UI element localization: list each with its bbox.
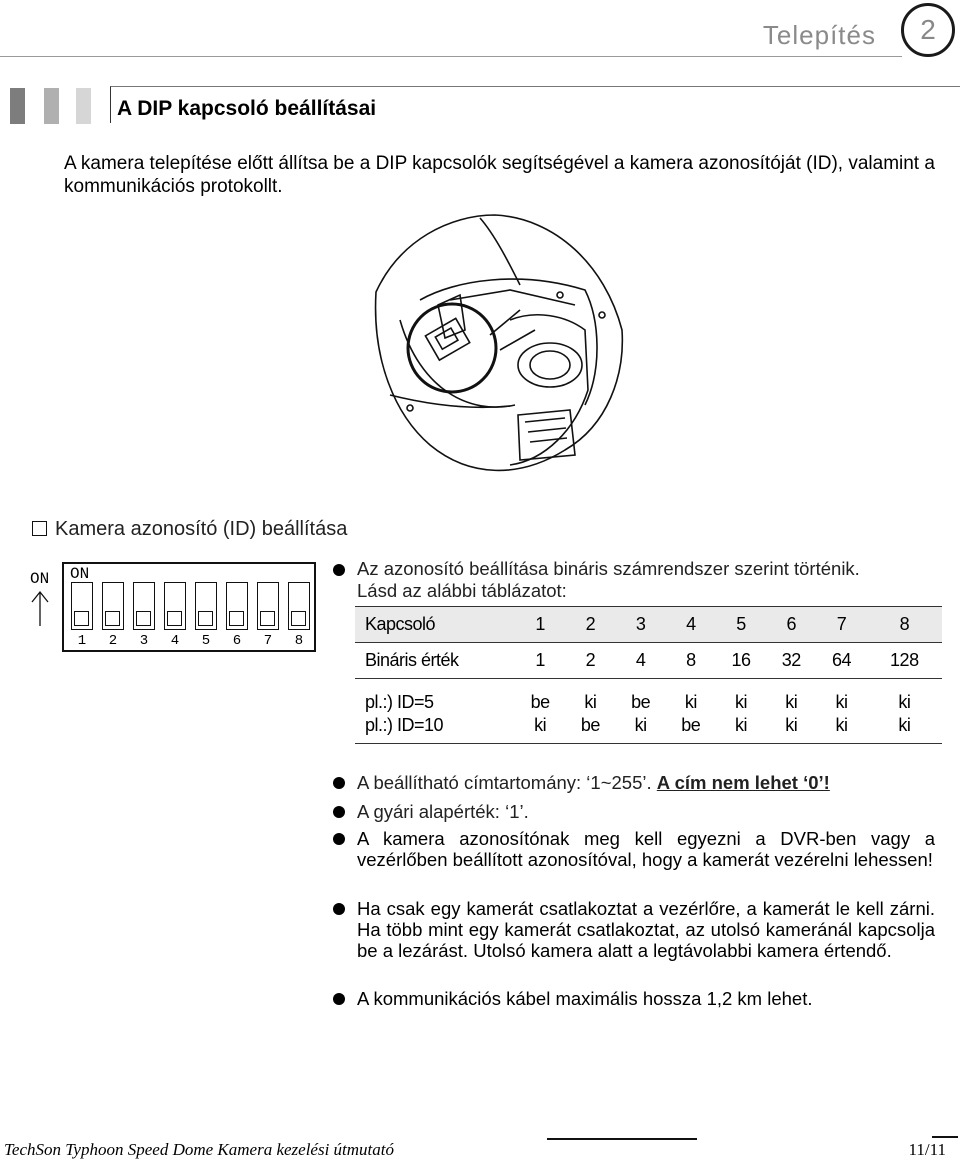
dip-number: 7 [263, 633, 273, 649]
bullet-dot [333, 806, 345, 818]
dip-knob [291, 611, 306, 626]
bullet-dot [333, 777, 345, 789]
dip-knob [198, 611, 213, 626]
subsection-heading [32, 518, 347, 541]
dip-knob [260, 611, 275, 626]
dip-switch-1[interactable] [71, 582, 93, 630]
arrow-up-icon [28, 588, 52, 628]
bullet-dot [333, 903, 345, 915]
table-cell: Bináris érték [355, 643, 515, 679]
dip-number: 8 [294, 633, 304, 649]
dip-number: 2 [108, 633, 118, 649]
intro-paragraph: A kamera telepítése előtt állítsa be a DIP kapcsolók segítségével a kamera azonosítóját (ID), valamint a kommunikációs protokollt. [64, 153, 935, 197]
dip-knob [136, 611, 151, 626]
table-cell: ki [898, 692, 911, 712]
bullet-binary-line2: Lásd az alábbi táblázatot: [357, 580, 567, 601]
table-cell: 6 [766, 607, 816, 643]
footer-manual-title: TechSon Typhoon Speed Dome Kamera kezelési útmutató [4, 1140, 394, 1159]
table-cell: ki [584, 692, 597, 712]
table-cell: 32 [766, 643, 816, 679]
table-row [355, 643, 942, 679]
dip-switch-5[interactable] [195, 582, 217, 630]
table-cell: be [666, 713, 716, 744]
checkbox-icon [32, 521, 47, 536]
table-cell: ki [835, 692, 848, 712]
section-title: A DIP kapcsoló beállításai [117, 97, 377, 120]
table-cell: ki [716, 713, 766, 744]
section-heading [110, 86, 960, 123]
heading-marker-square [10, 88, 25, 124]
dip-knob [105, 611, 120, 626]
table-cell: 16 [716, 643, 766, 679]
dip-id-table [355, 606, 942, 744]
dip-number: 6 [232, 633, 242, 649]
table-row [355, 679, 942, 714]
table-cell: be [565, 713, 615, 744]
table-cell: 2 [565, 643, 615, 679]
table-cell: 8 [666, 643, 716, 679]
footer-rule [932, 1136, 958, 1138]
bullet-cable: A kommunikációs kábel maximális hossza 1,2 km lehet. [357, 988, 813, 1009]
heading-marker-square [76, 88, 91, 124]
table-row [355, 713, 942, 744]
range-text: A beállítható címtartomány: ‘1~255’. [357, 772, 657, 793]
table-cell: ki [785, 692, 798, 712]
heading-marker-square [44, 88, 59, 124]
table-cell: 64 [816, 643, 866, 679]
dip-switch-2[interactable] [102, 582, 124, 630]
bullet-range [357, 772, 935, 793]
bullet-default: A gyári alapérték: ‘1’. [357, 801, 529, 822]
table-cell: 1 [515, 643, 565, 679]
dip-on-label: ON [30, 570, 50, 588]
bullet-termination: Ha csak egy kamerát csatlakoztat a vezérlőre, a kamerát le kell zárni. Ha több mint egy kamerát csatlakoztat, az utolsó kameránál kapcsolja be a lezárást. Utolsó kamera alatt a legtávolabbi kamera értendő. [357, 898, 935, 961]
chapter-number-badge: 2 [901, 3, 955, 57]
table-cell: pl.:) ID=5 [365, 692, 434, 712]
dip-knob [229, 611, 244, 626]
table-cell: ki [867, 713, 942, 744]
table-cell: pl.:) ID=10 [355, 713, 515, 744]
dip-knob [167, 611, 182, 626]
table-cell: 8 [867, 607, 942, 643]
table-cell: ki [766, 713, 816, 744]
dip-number: 4 [170, 633, 180, 649]
table-cell: be [631, 692, 651, 712]
dip-switch-7[interactable] [257, 582, 279, 630]
table-cell: 1 [515, 607, 565, 643]
dip-switch-3[interactable] [133, 582, 155, 630]
table-cell: Kapcsoló [355, 607, 515, 643]
dip-switch-8[interactable] [288, 582, 310, 630]
table-cell: ki [515, 713, 565, 744]
table-cell: be [530, 692, 550, 712]
table-cell: 2 [565, 607, 615, 643]
bullet-dot [333, 564, 345, 576]
dip-knob [74, 611, 89, 626]
table-cell: 4 [615, 643, 665, 679]
dip-switch-6[interactable] [226, 582, 248, 630]
table-cell: ki [735, 692, 748, 712]
bullet-binary-line1: Az azonosító beállítása bináris számrendszer szerint történik. [357, 558, 860, 579]
footer-page-number: 11/11 [908, 1140, 946, 1159]
dip-number: 5 [201, 633, 211, 649]
range-warning: A cím nem lehet ‘0’! [656, 772, 830, 793]
table-cell: 5 [716, 607, 766, 643]
header-rule [0, 56, 902, 57]
table-cell: 7 [816, 607, 866, 643]
dip-number: 3 [139, 633, 149, 649]
table-header-row [355, 607, 942, 643]
table-cell: ki [684, 692, 697, 712]
bullet-dot [333, 993, 345, 1005]
dip-switch-4[interactable] [164, 582, 186, 630]
subsection-title: Kamera azonosító (ID) beállítása [55, 518, 348, 540]
table-cell: 4 [666, 607, 716, 643]
footer-rule [547, 1138, 697, 1140]
dip-frame-on-label: ON [70, 565, 90, 583]
chapter-title: Telepítés [762, 20, 876, 50]
table-cell: ki [816, 713, 866, 744]
dome-camera-illustration [360, 210, 630, 495]
bullet-dot [333, 833, 345, 845]
dip-number: 1 [77, 633, 87, 649]
bullet-match: A kamera azonosítónak meg kell egyezni a DVR-ben vagy a vezérlőben beállított azonosítóval, hogy a kamerát vezérelni lehessen! [357, 828, 935, 870]
table-cell: 3 [615, 607, 665, 643]
table-cell: 128 [867, 643, 942, 679]
table-cell: ki [615, 713, 665, 744]
